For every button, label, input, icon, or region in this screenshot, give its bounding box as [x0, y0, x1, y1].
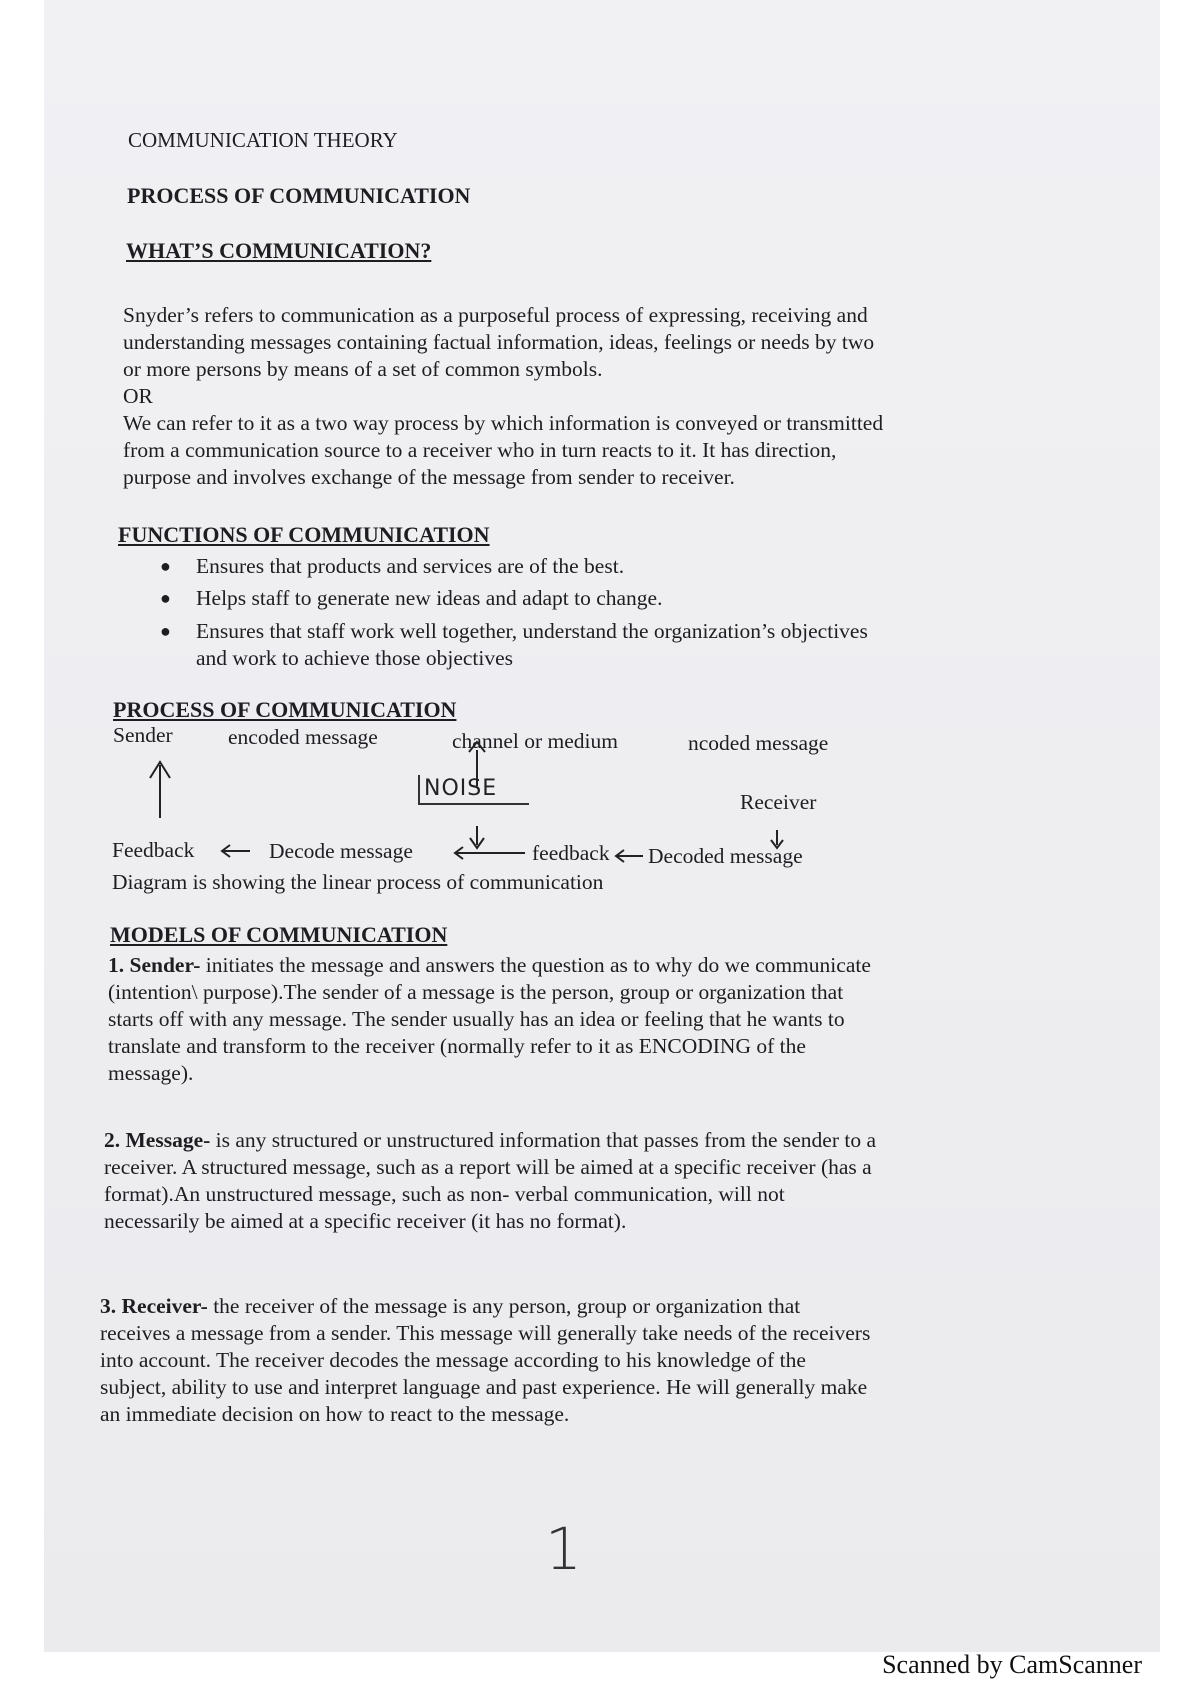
model-label: 3. Receiver- [100, 1294, 208, 1318]
model-sender: 1. Sender- initiates the message and answers the question as to why do we communicate (intention\ purpose).The sender of a message is the person, group or organization that starts off with any message. The sender usually has an idea or feeling that he wants to translate and transform to the receiver (normally refer to it as ENCODING of the message). [108, 953, 871, 1085]
bullet-icon: ● [160, 556, 171, 576]
down-arrow-icon [469, 742, 485, 786]
doc-kicker: COMMUNICATION THEORY [128, 128, 398, 152]
scanner-footer: Scanned by CamScanner [882, 1650, 1142, 1679]
diagram-receiver: Receiver [740, 790, 817, 814]
receiver-down-arrow-icon [771, 830, 783, 848]
bullet-icon: ● [160, 621, 171, 641]
function-item: ● Helps staff to generate new ideas and adapt to change. [160, 586, 663, 610]
bullet-icon: ● [160, 588, 171, 608]
diagram-feedback: Feedback [112, 838, 195, 862]
diagram-feedback-2: feedback [532, 841, 610, 865]
left-arrow-icon [616, 850, 643, 862]
diagram-decoded-message: Decoded message [648, 844, 803, 868]
diagram-encoded-message: encoded message [228, 725, 378, 749]
page-number: 1 [545, 1515, 582, 1583]
function-item: ● Ensures that staff work well together, understand the organization’s objectives and work to achieve those objectives [160, 619, 868, 670]
whats-para1-line: Snyder’s refers to communication as a purposeful process of expressing, receiving and [123, 303, 868, 327]
or-label: OR [123, 384, 153, 408]
whats-para1-line: understanding messages containing factual information, ideas, feelings or needs by two [123, 330, 875, 354]
model-label: 2. Message- [104, 1128, 211, 1152]
whats-para1-line: or more persons by means of a set of common symbols. [123, 357, 603, 381]
functions-heading: FUNCTIONS OF COMMUNICATION [118, 522, 490, 547]
left-arrow-icon [455, 847, 525, 859]
model-label: 1. Sender- [108, 953, 201, 977]
whats-para2-line: purpose and involves exchange of the message from sender to receiver. [123, 465, 735, 489]
whats-para2-line: from a communication source to a receiver who in turn reacts to it. It has direction, [123, 438, 837, 462]
whats-heading: WHAT’S COMMUNICATION? [126, 238, 432, 263]
diagram-sender: Sender [113, 723, 173, 747]
up-arrow-icon [150, 762, 170, 818]
model-message: 2. Message- is any structured or unstructured information that passes from the sender to a receiver. A structured message, such as a report will be aimed at a specific receiver (has a format).An unstructured message, such as non- verbal communication, will not necessarily be aimed at a specific receiver (it has no format). [104, 1128, 877, 1233]
models-heading: MODELS OF COMMUNICATION [110, 922, 448, 947]
doc-title: PROCESS OF COMMUNICATION [127, 183, 471, 208]
function-item: ● Ensures that products and services are of the best. [160, 554, 625, 578]
diagram-noise: NOISE [418, 775, 529, 805]
whats-para2-line: We can refer to it as a two way process by which information is conveyed or transmitted [123, 411, 884, 435]
process-heading: PROCESS OF COMMUNICATION [113, 697, 457, 722]
left-arrow-icon [222, 845, 250, 857]
diagram-caption: Diagram is showing the linear process of communication [112, 870, 604, 894]
diagram-encoded-message-2: ncoded message [688, 731, 829, 755]
noise-down-arrow-icon [470, 826, 484, 848]
model-receiver: 3. Receiver- the receiver of the message is any person, group or organization that receives a message from a sender. This message will generally take needs of the receivers into account. The receiver decodes the message according to his knowledge of the subject, ability to use and interpret language and past experience. He will generally make an immediate decision on how to react to the message. [100, 1294, 871, 1426]
diagram-channel: channel or medium [452, 729, 618, 753]
diagram-decode-message: Decode message [269, 839, 413, 863]
